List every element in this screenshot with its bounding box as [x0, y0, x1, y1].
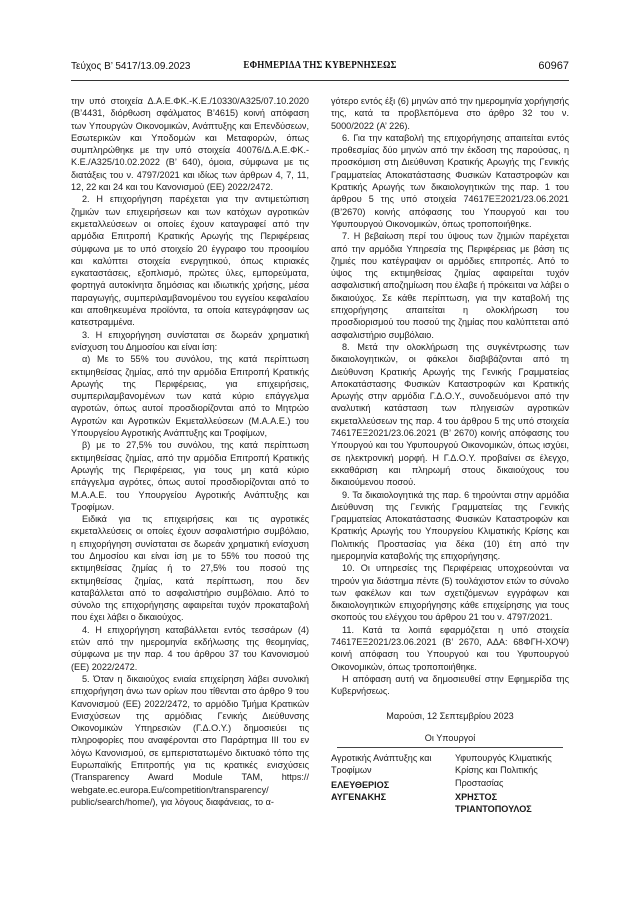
paragraph: 5. Όταν η δικαιούχος ενιαία επιχείρηση λάβει συνολική επιχορήγηση άνω των ορίων που τίθενται στο άρθρο 9 του Κανονισμού (ΕΕ) 2022/2472, το αρμόδιο Τμήμα Κρατικών Ενισχύσεων της αρμόδιας Γενικής Διεύθυνσης Οικονομικών Υπηρεσιών (Γ.Δ.Ο.Υ.) δημοσιεύει τις πληροφορίες που αναφέρονται στο Παράρτημα III του εν λόγω Κανονισμού, σε εμπεριστατωμένο δικτυακό τόπο της Ευρωπαϊκής Επιτροπής για τις κρατικές ενισχύσεις (Transparency Award Module TAM, https:// webgate.ec.europa.Eu/competition/transparency/ public/search/home/), για λόγους διαφάνειας, το α- [71, 673, 309, 807]
date-line: Μαρούσι, 12 Σεπτεμβρίου 2023 [386, 710, 514, 721]
paragraph: γότερο εντός έξι (6) μηνών από την ημερομηνία χορήγησής της, κατά τα προβλεπόμενα στο άρθρο 32 του ν. 5000/2022 (Α’ 226). [331, 96, 569, 131]
left-column [71, 95, 309, 808]
paragraph: 10. Οι υπηρεσίες της Περιφέρειας υποχρεούνται να τηρούν για διάστημα πέντε (5) τουλάχιστον ετών το σύνολο των φακέλων και των σχετιζόμενων εγγράφων και δικαιολογητικών επιχορήγησης κάθε επιχείρησης για τους σκοπούς του ελέγχου του άρθρου 21 του ν. 4797/2021. [331, 563, 569, 623]
minister-first-name: ΕΛΕΥΘΕΡΙΟΣ [331, 779, 390, 790]
paragraph: 8. Μετά την ολοκλήρωση της συγκέντρωσης των δικαιολογητικών, οι φάκελοι διαβιβάζονται από τη Διεύθυνση Κρατικής Αρωγής της Γενικής Γραμματείας Αποκατάστασης Φυσικών Καταστροφών και Κρατικής Αρωγής στην αρμόδια Γ.Δ.Ο.Υ., συνοδευόμενοι από την αναλυτική κατάσταση των πληγεισών αγροτικών εκμεταλλεύσεων της παρ. 4 του άρθρου 5 της υπό στοιχεία 74617ΕΞ2021/23.06.2021 (Β’ 2670) κοινής απόφασης του Υπουργού και του Υφυπουργού Οικονομικών, όπως ισχύει, σε ηλεκτρονική μορφή. Η Γ.Δ.Ο.Υ. προβαίνει σε έλεγχο, εκκαθάριση και πληρωμή στους δικαιούχους του δικαιούμενου ποσού. [331, 341, 569, 488]
ministry-title: Αγροτικής Ανάπτυξης και Τροφίμων [331, 753, 432, 776]
paragraph: α) Με το 55% του συνόλου, της κατά περίπτωση εκτιμηθείσας ζημίας, από την αρμόδια Επιτροπή Κρατικής Αρωγής της Περιφέρειας, για επιχειρήσεις, συμπεριλαμβανομένων των κατά κύριο επάγγελμα αγροτών, όπως αυτοί προσδιορίζονται από το Μητρώο Αγροτών και Αγροτικών Εκμεταλλεύσεων (Μ.Α.Α.Ε.) του Υπουργείου Αγροτικής Ανάπτυξης και Τροφίμων, [71, 354, 309, 439]
signature-block [455, 752, 569, 815]
paragraph: την υπό στοιχεία Δ.Α.Ε.ΦΚ.-Κ.Ε./10330/Α325/07.10.2020 (Β’4431, διόρθωση σφάλματος Β’4615) κοινή απόφαση των Υπουργών Οικονομικών, Ανάπτυξης και Επενδύσεων, Εσωτερικών και Υποδομών και Μεταφορών, όπως συμπληρώθηκε με την υπό στοιχεία 40076/Δ.Α.Ε.ΦΚ.-Κ.Ε./Α325/10.02.2022 (Β’ 640), όμοια, σύμφωνα με τις διατάξεις του ν. 4797/2021 και ιδίως των άρθρων 4, 7, 11, 12, 22 και 24 και του Κανονισμού (ΕΕ) 2022/2472. [71, 96, 309, 193]
signatories-heading: Οι Υπουργοί [337, 732, 563, 748]
minister-last-name: ΑΥΓΕΝΑΚΗΣ [331, 792, 387, 803]
minister-first-name: ΧΡΗΣΤΟΣ [455, 792, 498, 803]
header-divider [71, 80, 569, 81]
signatures [331, 752, 569, 815]
paragraph: 7. Η βεβαίωση περί του ύψους των ζημιών παρέχεται από την αρμόδια Υπηρεσία της Περιφέρειας με βάση τις ζημιές που κατέγραψαν οι αρμόδιες επιτροπές. Από το ύψος της εκτιμηθείσας ζημίας αφαιρείται τυχόν ασφαλιστική αποζημίωση που έλαβε ή πρόκειται να λάβει ο δικαιούχος. Σε κάθε περίπτωση, για την καταβολή της επιχορήγησης απαιτείται η ολοκλήρωση του προσδιορισμού του ποσού της ζημίας που καλύπτεται από ασφαλιστήριο συμβόλαιο. [331, 231, 569, 340]
paragraph: 9. Τα δικαιολογητικά της παρ. 6 τηρούνται στην αρμόδια Διεύθυνση της Γενικής Γραμματείας της Γενικής Γραμματείας Αποκατάστασης Φυσικών Καταστροφών και Κρατικής Αρωγής του Υπουργείου Κλιματικής Κρίσης και Πολιτικής Προστασίας για δέκα (10) έτη από την ημερομηνία καταβολής της επιχορήγησης. [331, 489, 569, 561]
gazette-title: ΕΦΗΜΕΡΙΔΑ ΤΗΣ ΚΥΒΕΡΝΗΣΕΩΣ [243, 60, 397, 71]
paragraph: 4. Η επιχορήγηση καταβάλλεται εντός τεσσάρων (4) ετών από την ημερομηνία εκδήλωσης της θεομηνίας, σύμφωνα με την παρ. 4 του άρθρου 37 του Κανονισμού (ΕΕ) 2022/2472. [71, 624, 309, 672]
paragraph: 11. Κατά τα λοιπά εφαρμόζεται η υπό στοιχεία 74617ΕΞ2021/23.06.2021 (Β’ 2670, ΑΔΑ: 68ΦΓΗ-ΧΟΨ) κοινή απόφαση του Υπουργού και του Υφυπουργού Οικονομικών, όπως τροποποιήθηκε. [331, 624, 569, 672]
paragraph: 2. Η επιχορήγηση παρέχεται για την αντιμετώπιση ζημιών των επιχειρήσεων και των κατόχων αγροτικών εκμεταλλεύσεων οι οποίες έχουν καταγραφεί από την αρμόδια Επιτροπή Κρατικής Αρωγής της Περιφέρειας σύμφωνα με το υπό στοιχείο 20 έγγραφο του προοιμίου και καλύπτει στοιχεία ενεργητικού, όπως κτιριακές εγκαταστάσεις, εξοπλισμό, πρώτες ύλες, εμπορεύματα, φορτηγά αυτοκίνητα δημόσιας και ιδιωτικής χρήσης, μέσα παραγωγής, συμπεριλαμβανομένου του εγγείου κεφαλαίου και αποθηκευμένα προϊόντα, τα οποία κατεγράφησαν ως κατεστραμμένα. [71, 194, 309, 328]
paragraph: β) με το 27,5% του συνόλου, της κατά περίπτωση εκτιμηθείσας ζημίας, από την αρμόδια Επιτροπή Κρατικής Αρωγής της Περιφέρειας, για τους μη κατά κύριο επάγγελμα αγρότες, όπως αυτοί προσδιορίζονται από το Μ.Α.Α.Ε. του Υπουργείου Αγροτικής Ανάπτυξης και Τροφίμων. [71, 440, 309, 512]
paragraph: Ειδικά για τις επιχειρήσεις και τις αγροτικές εκμεταλλεύσεις οι οποίες έχουν ασφαλιστήριο συμβόλαιο, η επιχορήγηση συνίσταται σε δωρεάν χρηματική ενίσχυση του Δημοσίου και είναι ίση με το 55% του ποσού της εκτιμηθείσας ζημίας ή το 27,5% του ποσού της εκτιμηθείσας ζημίας, κατά περίπτωση, που δεν καταβάλλεται από το ασφαλιστήριο συμβόλαιο. Από το σύνολο της επιχορήγησης αφαιρείται τυχόν προκαταβολή που έχει λάβει ο δικαιούχος. [71, 514, 309, 623]
signature-block [331, 752, 445, 815]
paragraph: 3. Η επιχορήγηση συνίσταται σε δωρεάν χρηματική ενίσχυση του Δημοσίου και είναι ίση: [71, 329, 309, 352]
page-number: 60967 [538, 60, 569, 72]
ministry-title: Υφυπουργός Κλιματικής Κρίσης και Πολιτικής Προστασίας [455, 753, 552, 788]
paragraph: 6. Για την καταβολή της επιχορήγησης απαιτείται εντός προθεσμίας δύο μηνών από την έκδοση της παρούσας, η προσκόμιση στη Διεύθυνση Κρατικής Αρωγής της Γενικής Γραμματείας Αποκατάστασης Φυσικών Καταστροφών και Κρατικής Αρωγής των δικαιολογητικών της παρ. 1 του άρθρου 5 της υπό στοιχεία 74617ΕΞ2021/23.06.2021 (Β’2670) κοινής απόφασης του Υπουργού και του Υφυπουργού Οικονομικών, όπως τροποποιήθηκε. [331, 132, 569, 229]
right-column [331, 95, 569, 816]
page-header [71, 59, 569, 79]
minister-last-name: ΤΡΙΑΝΤΟΠΟΥΛΟΣ [455, 804, 532, 815]
paragraph: Η απόφαση αυτή να δημοσιευθεί στην Εφημερίδα της Κυβερνήσεως. [331, 673, 569, 697]
issue-number: Τεύχος Β’ 5417/13.09.2023 [71, 61, 191, 72]
